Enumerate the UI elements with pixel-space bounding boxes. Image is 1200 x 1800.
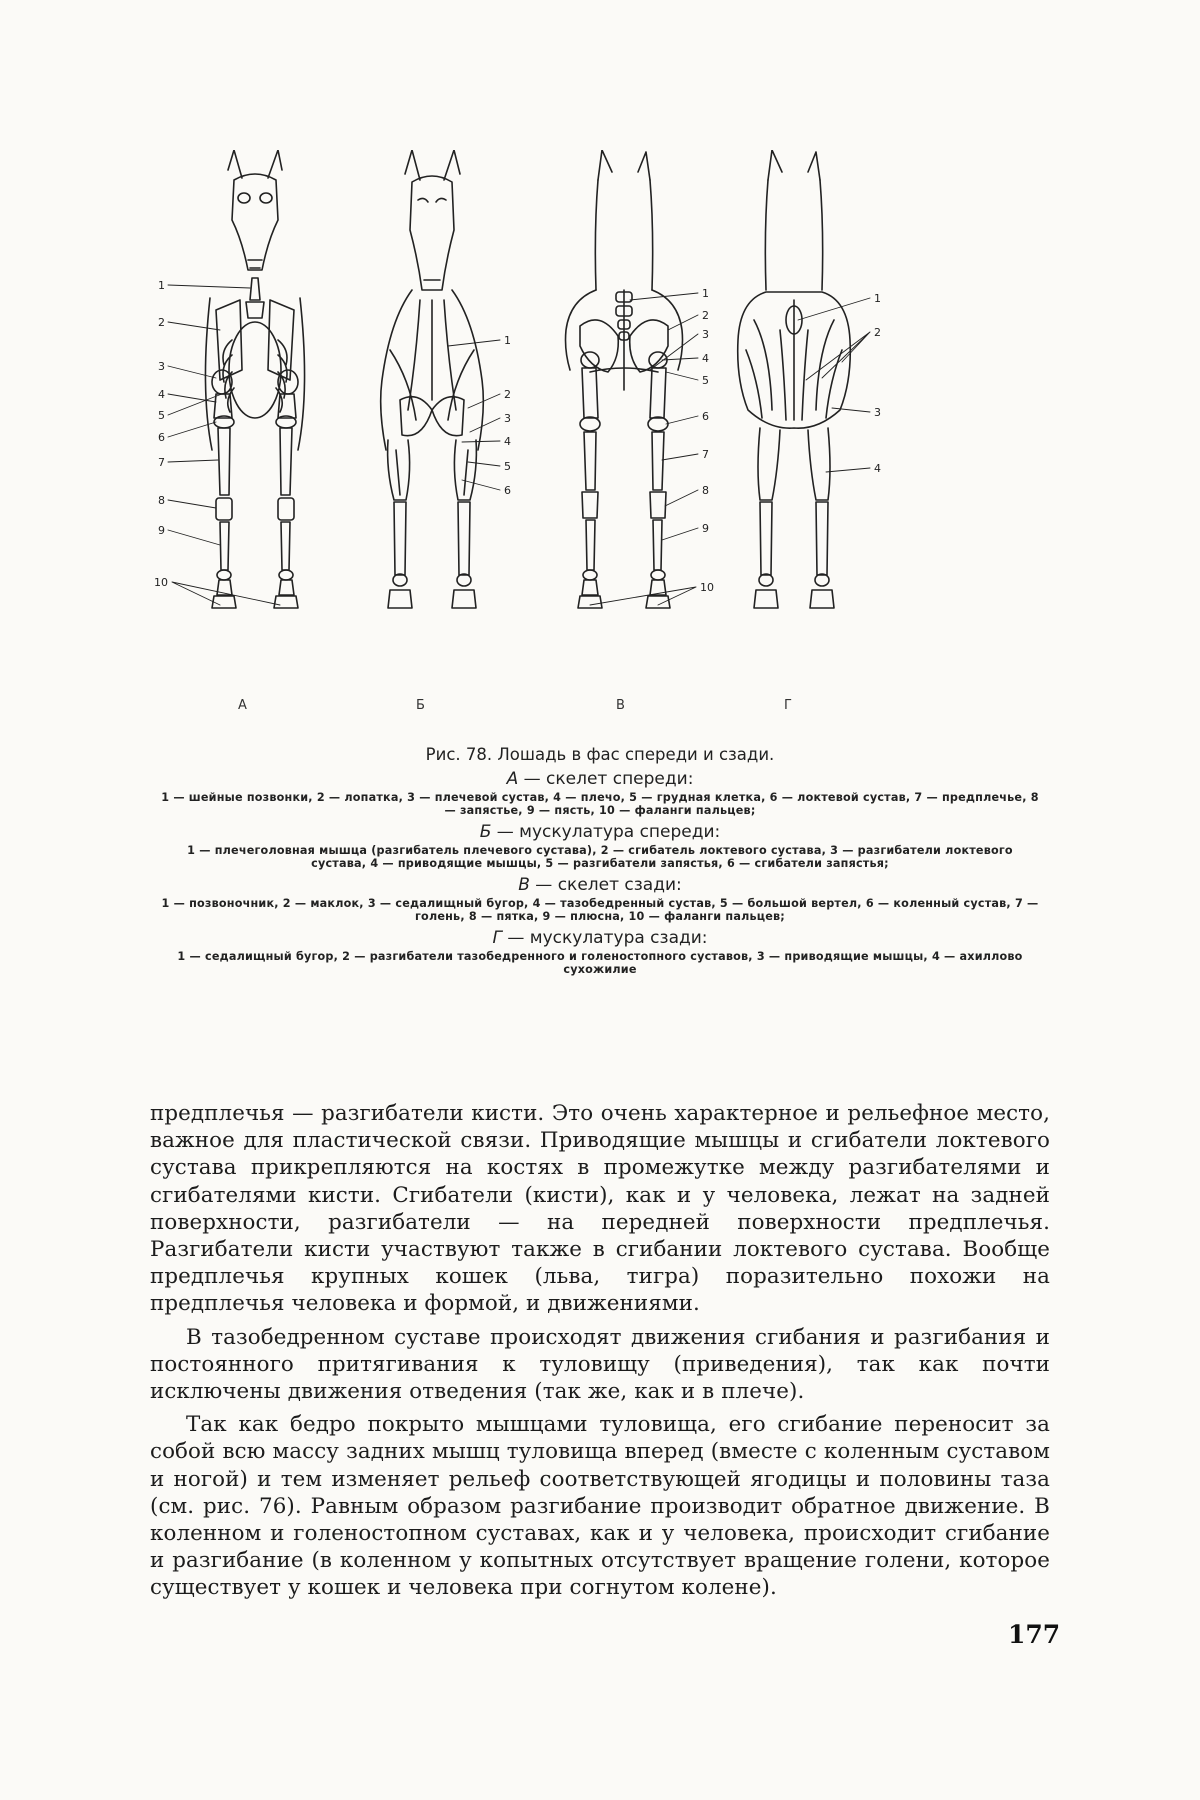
figure-letter-a: А [238,698,247,713]
horse-figure [150,150,1050,730]
label-v-6: 6 [702,410,709,423]
caption-legend-a: 1 — шейные позвонки, 2 — лопатка, 3 — плечевой сустав, 4 — плечо, 5 — грудная клетка, 6 — локтевой сустав, 7 — предплечье, 8 — запястье, 9 — пясть, 10 — фаланги пальцев; [161,791,1039,817]
caption-heading-a [150,769,1050,789]
caption-heading-g [150,928,1050,948]
figure-letter-g: Г [784,698,792,713]
paragraph-2: В тазобедренном суставе происходят движения сгибания и разгибания и постоянного притягивания к туловищу (приведения), так как почти исключены движения отведения (так же, как и в плече). [150,1324,1050,1405]
label-v-4: 4 [702,352,709,365]
label-a-7: 7 [158,456,165,469]
label-b-6: 6 [504,484,511,497]
caption-letter-v: В [518,875,530,895]
horse-illustration [150,150,1050,730]
caption-legend-g: 1 — седалищный бугор, 2 — разгибатели тазобедренного и голеностопного суставов, 3 — приводящие мышцы, 4 — ахиллово сухожилие [177,950,1023,976]
label-b-3: 3 [504,412,511,425]
label-a-9: 9 [158,524,165,537]
caption-heading-v [150,875,1050,895]
label-b-5: 5 [504,460,511,473]
label-v-2: 2 [702,309,709,322]
label-b-2: 2 [504,388,511,401]
caption-heading-text-v: — скелет сзади: [529,875,682,895]
label-a-6: 6 [158,431,165,444]
horse-muscles-rear [738,150,851,608]
caption-letter-g: Г [492,928,502,948]
paragraph-3: Так как бедро покрыто мышцами туловища, его сгибание переносит за собой всю массу задних мышц туловища вперед (вместе с коленным суставом и ногой) и тем изменяет рельеф соответствующей ягодицы и половины таза (см. рис. 76). Равным образом разгибание производит обратное движение. В коленном и голеностопном суставах, как и у человека, происходит сгибание и разгибание (в коленном у копытных отсутствует вращение голени, которое существует у кошек и человека при согнутом колене). [150,1412,1050,1601]
caption-heading-text-b: — мускулатура спереди: [491,822,721,842]
label-g-3: 3 [874,406,881,419]
label-b-4: 4 [504,435,511,448]
horse-skeleton-front [205,150,304,608]
label-g-1: 1 [874,292,881,305]
label-a-1: 1 [158,279,165,292]
figure-letter-b: Б [416,698,425,713]
body-text [150,1100,1050,1608]
page-number: 177 [1008,1620,1061,1649]
label-v-7: 7 [702,448,709,461]
caption-heading-b [150,822,1050,842]
paragraph-1: предплечья — разгибатели кисти. Это очень характерное и рельефное место, важное для пластической связи. Приводящие мышцы и сгибатели локтевого сустава прикрепляются на костях в промежутке между разгибателями и сгибателями кисти. Сгибатели (кисти), как и у человека, лежат на задней поверхности, разгибатели — на передней поверхности предплечья. Разгибатели кисти участвуют также в сгибании локтевого сустава. Вообще предплечья крупных кошек (льва, тигра) поразительно похожи на предплечья человека и формой, и движениями. [150,1101,1050,1317]
label-v-1: 1 [702,287,709,300]
label-b-1: 1 [504,334,511,347]
label-g-4: 4 [874,462,881,475]
caption-title: Рис. 78. Лошадь в фас спереди и сзади. [425,745,775,764]
label-v-5: 5 [702,374,709,387]
label-a-5: 5 [158,409,165,422]
label-a-8: 8 [158,494,165,507]
label-a-10: 10 [154,576,168,589]
label-v-3: 3 [702,328,709,341]
label-v-10: 10 [700,581,714,594]
label-a-3: 3 [158,360,165,373]
caption-legend-v: 1 — позвоночник, 2 — маклок, 3 — седалищный бугор, 4 — тазобедренный сустав, 5 — большой вертел, 6 — коленный сустав, 7 — голень, 8 — пятка, 9 — плюсна, 10 — фаланги пальцев; [161,897,1039,923]
figure-caption [150,745,1050,976]
label-a-2: 2 [158,316,165,329]
leader-lines [168,285,870,605]
label-v-8: 8 [702,484,709,497]
caption-heading-text-g: — мускулатура сзади: [501,928,708,948]
caption-letter-a: А [506,769,519,789]
caption-letter-b: Б [479,822,492,842]
caption-legend-b: 1 — плечеголовная мышца (разгибатель плечевого сустава), 2 — сгибатель локтевого сустава, 3 — разгибатели локтевого сустава, 4 — приводящие мышцы, 5 — разгибатели запястья, 6 — сгибатели запястья; [187,844,1013,870]
label-a-4: 4 [158,388,165,401]
figure-letter-v: В [616,698,625,713]
caption-heading-text-a: — скелет спереди: [518,769,694,789]
label-g-2: 2 [874,326,881,339]
label-v-9: 9 [702,522,709,535]
horse-muscles-front [381,150,484,608]
